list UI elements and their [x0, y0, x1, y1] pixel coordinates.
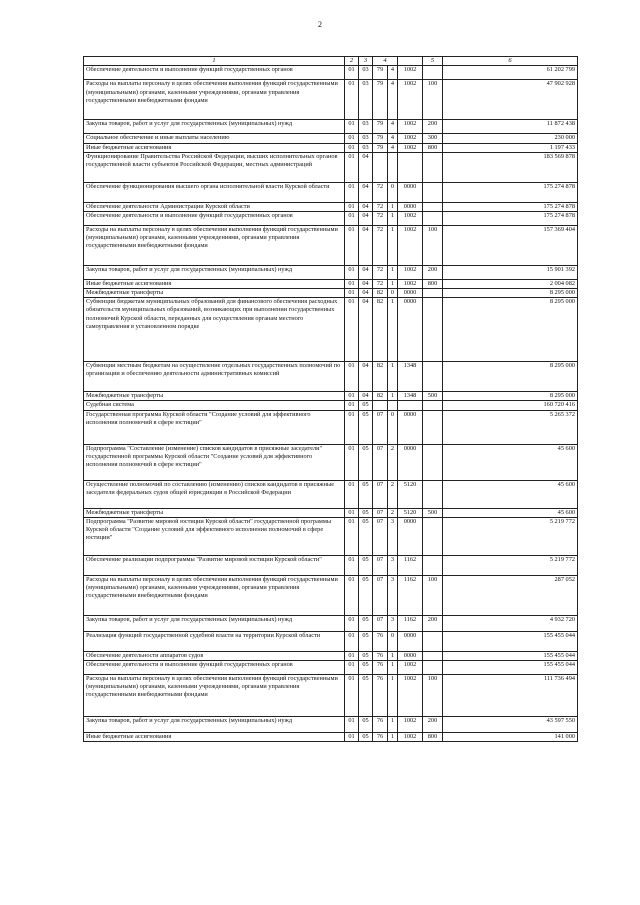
cell-c3: 79: [373, 66, 388, 80]
table-row: [84, 660, 578, 674]
cell-c4: 3: [388, 555, 398, 575]
cell-c1: 01: [345, 80, 359, 120]
cell-c1: 01: [345, 362, 359, 392]
cell-c5: 1002: [398, 80, 423, 120]
cell-c2: 04: [359, 279, 373, 288]
cell-amount: 8 295 000: [443, 362, 578, 392]
cell-c4: 0: [388, 410, 398, 444]
cell-c4: 4: [388, 120, 398, 134]
cell-c2: 04: [359, 265, 373, 279]
cell-c5: 1002: [398, 716, 423, 732]
cell-c1: 01: [345, 517, 359, 555]
cell-c5: 1002: [398, 674, 423, 716]
cell-c5: 0000: [398, 444, 423, 480]
table-row: [84, 615, 578, 631]
cell-c3: 72: [373, 225, 388, 265]
cell-c3: 72: [373, 211, 388, 225]
cell-c1: 01: [345, 265, 359, 279]
cell-name: Социальное обеспечение и иные выплаты населению: [84, 134, 345, 143]
cell-c4: 1: [388, 716, 398, 732]
cell-c1: 01: [345, 66, 359, 80]
table-row: [84, 575, 578, 615]
cell-name: Обеспечение деятельности и выполнение функций государственных органов: [84, 211, 345, 225]
cell-c3: 72: [373, 265, 388, 279]
cell-c2: 04: [359, 225, 373, 265]
cell-c1: 01: [345, 732, 359, 741]
cell-amount: 175 274 878: [443, 211, 578, 225]
cell-c5: 1348: [398, 362, 423, 392]
cell-c4: 2: [388, 508, 398, 517]
cell-c6: [423, 66, 443, 80]
cell-c3: 82: [373, 392, 388, 401]
cell-c2: 04: [359, 211, 373, 225]
table-row: [84, 674, 578, 716]
cell-c6: [423, 211, 443, 225]
cell-c4: 1: [388, 202, 398, 211]
cell-c3: 07: [373, 575, 388, 615]
cell-c5: 1002: [398, 265, 423, 279]
cell-c6: [423, 362, 443, 392]
table-row: [84, 279, 578, 288]
cell-name: Закупка товаров, работ и услуг для государственных (муниципальных) нужд: [84, 120, 345, 134]
cell-amount: 157 369 404: [443, 225, 578, 265]
cell-c4: 1: [388, 211, 398, 225]
cell-c2: 03: [359, 66, 373, 80]
table-row: [84, 517, 578, 555]
cell-c4: 3: [388, 575, 398, 615]
cell-c1: 01: [345, 392, 359, 401]
cell-c3: 76: [373, 716, 388, 732]
cell-c5: 1002: [398, 120, 423, 134]
cell-c2: 05: [359, 631, 373, 651]
cell-c5: 1002: [398, 660, 423, 674]
cell-name: Обеспечение функционирования высшего органа исполнительной власти Курской области: [84, 182, 345, 202]
cell-c1: 01: [345, 674, 359, 716]
cell-amount: 183 569 878: [443, 152, 578, 182]
cell-c3: [373, 401, 388, 410]
cell-name: Закупка товаров, работ и услуг для государственных (муниципальных) нужд: [84, 615, 345, 631]
cell-c1: 01: [345, 555, 359, 575]
cell-c4: [388, 401, 398, 410]
cell-c2: 03: [359, 80, 373, 120]
cell-name: Обеспечение деятельности и выполнение функций государственных органов: [84, 660, 345, 674]
cell-c5: 0000: [398, 410, 423, 444]
cell-name: Субвенции местным бюджетам на осуществление отдельных государственных полномочий по организации и обеспечению деятельности административных комиссий: [84, 362, 345, 392]
cell-c2: 05: [359, 555, 373, 575]
cell-c2: 05: [359, 575, 373, 615]
cell-c1: 01: [345, 225, 359, 265]
cell-c6: [423, 555, 443, 575]
cell-c1: 01: [345, 279, 359, 288]
cell-c2: 05: [359, 615, 373, 631]
cell-c1: 01: [345, 410, 359, 444]
cell-c5: 0000: [398, 298, 423, 362]
cell-amount: 61 202 799: [443, 66, 578, 80]
cell-c5: 1162: [398, 555, 423, 575]
cell-c3: 76: [373, 651, 388, 660]
cell-c6: [423, 289, 443, 298]
cell-c6: 300: [423, 134, 443, 143]
cell-c2: 04: [359, 362, 373, 392]
cell-amount: 5 265 372: [443, 410, 578, 444]
cell-c4: 4: [388, 134, 398, 143]
cell-name: Функционирование Правительства Российской Федерации, высших исполнительных органов государственной власти субъектов Российской Федерации, местных администраций: [84, 152, 345, 182]
cell-c4: 1: [388, 298, 398, 362]
cell-c6: [423, 517, 443, 555]
cell-c6: 100: [423, 80, 443, 120]
cell-c1: 01: [345, 480, 359, 508]
cell-amount: 11 872 438: [443, 120, 578, 134]
cell-c6: [423, 631, 443, 651]
table-row: [84, 289, 578, 298]
cell-c1: 01: [345, 298, 359, 362]
cell-c6: [423, 480, 443, 508]
cell-name: Судебная система: [84, 401, 345, 410]
cell-amount: 175 274 878: [443, 202, 578, 211]
cell-c6: [423, 444, 443, 480]
cell-c4: 1: [388, 279, 398, 288]
cell-c5: 1002: [398, 225, 423, 265]
cell-c2: 05: [359, 716, 373, 732]
table-row: [84, 265, 578, 279]
table-row: [84, 152, 578, 182]
cell-c5: [398, 152, 423, 182]
cell-c2: 04: [359, 289, 373, 298]
cell-c3: 72: [373, 279, 388, 288]
table-row: [84, 298, 578, 362]
cell-amount: 45 600: [443, 480, 578, 508]
cell-amount: 8 295 000: [443, 289, 578, 298]
cell-amount: 160 720 416: [443, 401, 578, 410]
cell-c5: 1002: [398, 732, 423, 741]
page-number: 2: [318, 20, 322, 29]
cell-name: Расходы на выплаты персоналу в целях обеспечения выполнения функций государственными (муниципальными) органами, казенными учреждениями, органами управления государственными внебюджетными фондами: [84, 225, 345, 265]
cell-c2: 05: [359, 410, 373, 444]
table-row: [84, 392, 578, 401]
cell-name: Иные бюджетные ассигнования: [84, 143, 345, 152]
cell-c5: 1162: [398, 575, 423, 615]
cell-c1: 01: [345, 152, 359, 182]
cell-c6: 100: [423, 225, 443, 265]
cell-name: Реализация функций государственной судебной власти на территории Курской области: [84, 631, 345, 651]
header-cell: 5: [423, 57, 443, 66]
cell-c5: 5120: [398, 508, 423, 517]
table-row: [84, 410, 578, 444]
cell-c1: 01: [345, 631, 359, 651]
cell-amount: 141 000: [443, 732, 578, 741]
cell-name: Осуществление полномочий по составлению (изменению) списков кандидатов в присяжные заседатели федеральных судов общей юрисдикции в Российской Федерации: [84, 480, 345, 508]
cell-c3: 76: [373, 674, 388, 716]
cell-c3: 79: [373, 134, 388, 143]
cell-c5: 1002: [398, 211, 423, 225]
cell-c3: 82: [373, 289, 388, 298]
table-row: [84, 211, 578, 225]
cell-amount: 155 455 044: [443, 651, 578, 660]
cell-c5: 5120: [398, 480, 423, 508]
header-cell: 4: [373, 57, 398, 66]
cell-name: Иные бюджетные ассигнования: [84, 732, 345, 741]
table-row: [84, 480, 578, 508]
cell-c5: 1002: [398, 134, 423, 143]
cell-c4: 1: [388, 674, 398, 716]
cell-c6: [423, 410, 443, 444]
cell-c1: 01: [345, 134, 359, 143]
cell-c6: [423, 202, 443, 211]
cell-c5: 1348: [398, 392, 423, 401]
cell-c4: 1: [388, 651, 398, 660]
cell-c4: 3: [388, 615, 398, 631]
cell-c3: 82: [373, 362, 388, 392]
cell-c4: 1: [388, 362, 398, 392]
cell-c5: 1162: [398, 615, 423, 631]
cell-c2: 05: [359, 660, 373, 674]
table-row: [84, 120, 578, 134]
cell-c2: 03: [359, 143, 373, 152]
cell-amount: 45 600: [443, 444, 578, 480]
cell-name: Обеспечение деятельности и выполнение функций государственных органов: [84, 66, 345, 80]
cell-c2: 05: [359, 508, 373, 517]
cell-c6: [423, 152, 443, 182]
cell-c5: 0000: [398, 517, 423, 555]
cell-c4: 2: [388, 480, 398, 508]
cell-c1: 01: [345, 615, 359, 631]
table-row: [84, 631, 578, 651]
cell-amount: 45 600: [443, 508, 578, 517]
header-cell: 6: [443, 57, 578, 66]
cell-c1: 01: [345, 120, 359, 134]
cell-c4: 3: [388, 517, 398, 555]
cell-name: Расходы на выплаты персоналу в целях обеспечения выполнения функций государственными (муниципальными) органами, казенными учреждениями, органами управления государственными внебюджетными фондами: [84, 674, 345, 716]
table-row: [84, 134, 578, 143]
cell-c3: [373, 152, 388, 182]
cell-c3: 76: [373, 732, 388, 741]
cell-name: Межбюджетные трансферты: [84, 392, 345, 401]
cell-amount: 2 004 082: [443, 279, 578, 288]
cell-amount: 155 455 044: [443, 631, 578, 651]
cell-c1: 01: [345, 143, 359, 152]
cell-c2: 04: [359, 392, 373, 401]
cell-c1: 01: [345, 289, 359, 298]
cell-c2: 05: [359, 444, 373, 480]
cell-amount: 43 597 550: [443, 716, 578, 732]
cell-amount: 47 902 928: [443, 80, 578, 120]
cell-c6: 800: [423, 143, 443, 152]
header-cell: 1: [84, 57, 345, 66]
cell-c4: 2: [388, 444, 398, 480]
cell-c6: [423, 401, 443, 410]
cell-c6: 200: [423, 615, 443, 631]
cell-name: Обеспечение реализации подпрограммы "Развитие мировой юстиции Курской области": [84, 555, 345, 575]
cell-c1: 01: [345, 575, 359, 615]
cell-amount: 8 295 000: [443, 392, 578, 401]
cell-c5: 0000: [398, 651, 423, 660]
cell-amount: 4 932 720: [443, 615, 578, 631]
cell-c1: 01: [345, 182, 359, 202]
cell-c1: 01: [345, 660, 359, 674]
cell-c4: 1: [388, 392, 398, 401]
cell-c1: 01: [345, 211, 359, 225]
cell-name: Государственная программа Курской области "Создание условий для эффективного исполнения полномочий в сфере юстиции": [84, 410, 345, 444]
cell-c6: 500: [423, 392, 443, 401]
cell-c6: 500: [423, 508, 443, 517]
cell-c6: [423, 182, 443, 202]
table-row: [84, 143, 578, 152]
cell-c4: 0: [388, 182, 398, 202]
cell-amount: 1 197 433: [443, 143, 578, 152]
table-row: [84, 66, 578, 80]
cell-amount: 175 274 878: [443, 182, 578, 202]
cell-c5: 0000: [398, 182, 423, 202]
cell-c2: 04: [359, 152, 373, 182]
cell-c5: 0000: [398, 202, 423, 211]
cell-name: Расходы на выплаты персоналу в целях обеспечения выполнения функций государственными (муниципальными) органами, казенными учреждениями, органами управления государственными внебюджетными фондами: [84, 575, 345, 615]
header-cell: [398, 57, 423, 66]
cell-c3: 76: [373, 660, 388, 674]
cell-c2: 04: [359, 182, 373, 202]
cell-c6: 800: [423, 732, 443, 741]
cell-c3: 76: [373, 631, 388, 651]
table-row: [84, 225, 578, 265]
cell-c4: 4: [388, 143, 398, 152]
cell-c2: 04: [359, 202, 373, 211]
cell-c3: 07: [373, 508, 388, 517]
table-row: [84, 651, 578, 660]
cell-c6: 200: [423, 265, 443, 279]
cell-amount: 5 219 772: [443, 555, 578, 575]
cell-c2: 05: [359, 651, 373, 660]
cell-c3: 79: [373, 80, 388, 120]
cell-c3: 07: [373, 555, 388, 575]
cell-name: Подпрограмма "Составление (изменение) списков кандидатов в присяжные заседатели" государственной программы Курской области "Создание условий для эффективного исполнения полномочий в сфере юстиции": [84, 444, 345, 480]
cell-c3: 72: [373, 182, 388, 202]
cell-c1: 01: [345, 651, 359, 660]
cell-c1: 01: [345, 716, 359, 732]
cell-amount: 5 219 772: [443, 517, 578, 555]
cell-c3: 72: [373, 202, 388, 211]
cell-c4: 4: [388, 66, 398, 80]
cell-c4: 0: [388, 631, 398, 651]
cell-name: Закупка товаров, работ и услуг для государственных (муниципальных) нужд: [84, 265, 345, 279]
table-row: [84, 80, 578, 120]
table-row: [84, 362, 578, 392]
cell-c6: 100: [423, 674, 443, 716]
cell-c4: 1: [388, 225, 398, 265]
cell-name: Подпрограмма "Развитие мировой юстиции Курской области" государственной программы Курской области "Создание условий для эффективного исполнения полномочий в сфере юстиции": [84, 517, 345, 555]
cell-c5: 1002: [398, 66, 423, 80]
cell-name: Межбюджетные трансферты: [84, 289, 345, 298]
cell-c2: 04: [359, 298, 373, 362]
cell-c6: 800: [423, 279, 443, 288]
cell-c5: 0000: [398, 289, 423, 298]
cell-c1: 01: [345, 202, 359, 211]
cell-amount: 230 000: [443, 134, 578, 143]
cell-c6: 100: [423, 575, 443, 615]
cell-c5: 0000: [398, 631, 423, 651]
cell-name: Обеспечение деятельности аппаратов судов: [84, 651, 345, 660]
cell-c6: [423, 298, 443, 362]
cell-c2: 05: [359, 517, 373, 555]
table-row: [84, 555, 578, 575]
cell-amount: 15 901 392: [443, 265, 578, 279]
cell-c4: 1: [388, 660, 398, 674]
budget-table: [83, 56, 578, 742]
cell-c3: 07: [373, 410, 388, 444]
cell-c3: 79: [373, 120, 388, 134]
cell-c3: 07: [373, 615, 388, 631]
cell-c5: [398, 401, 423, 410]
cell-name: Закупка товаров, работ и услуг для государственных (муниципальных) нужд: [84, 716, 345, 732]
cell-name: Межбюджетные трансферты: [84, 508, 345, 517]
cell-name: Иные бюджетные ассигнования: [84, 279, 345, 288]
cell-c2: 05: [359, 480, 373, 508]
cell-c6: [423, 651, 443, 660]
cell-c5: 1002: [398, 279, 423, 288]
cell-c1: 01: [345, 508, 359, 517]
table-body: [84, 66, 578, 742]
cell-c6: [423, 660, 443, 674]
cell-c6: 200: [423, 716, 443, 732]
cell-c1: 01: [345, 444, 359, 480]
cell-c4: [388, 152, 398, 182]
cell-c2: 05: [359, 401, 373, 410]
table-row: [84, 182, 578, 202]
cell-c4: 4: [388, 80, 398, 120]
cell-c4: 0: [388, 289, 398, 298]
cell-amount: 287 052: [443, 575, 578, 615]
table-row: [84, 401, 578, 410]
cell-amount: 8 295 000: [443, 298, 578, 362]
cell-c1: 01: [345, 401, 359, 410]
header-row: [84, 57, 578, 66]
cell-name: Расходы на выплаты персоналу в целях обеспечения выполнения функций государственными (муниципальными) органами, казенными учреждениями, органами управления государственными внебюджетными фондами: [84, 80, 345, 120]
cell-name: Субвенции бюджетам муниципальных образований для финансового обеспечения расходных обязательств муниципальных образований, возникающих при выполнении государственных полномочий Курской области, переданных для осуществления органам местного самоуправления в установленном порядке: [84, 298, 345, 362]
table-row: [84, 202, 578, 211]
cell-name: Обеспечение деятельности Администрации Курской области: [84, 202, 345, 211]
table-row: [84, 508, 578, 517]
cell-c3: 79: [373, 143, 388, 152]
cell-c3: 07: [373, 517, 388, 555]
cell-c3: 82: [373, 298, 388, 362]
header-cell: 2: [345, 57, 359, 66]
cell-c3: 07: [373, 480, 388, 508]
cell-c2: 05: [359, 674, 373, 716]
header-cell: 3: [359, 57, 373, 66]
cell-c4: 1: [388, 265, 398, 279]
table-row: [84, 732, 578, 741]
cell-c3: 07: [373, 444, 388, 480]
table-row: [84, 716, 578, 732]
cell-c2: 05: [359, 732, 373, 741]
cell-c2: 03: [359, 120, 373, 134]
cell-c2: 03: [359, 134, 373, 143]
cell-c5: 1002: [398, 143, 423, 152]
cell-c6: 200: [423, 120, 443, 134]
cell-amount: 111 736 494: [443, 674, 578, 716]
table-row: [84, 444, 578, 480]
cell-c4: 1: [388, 732, 398, 741]
cell-amount: 155 455 044: [443, 660, 578, 674]
